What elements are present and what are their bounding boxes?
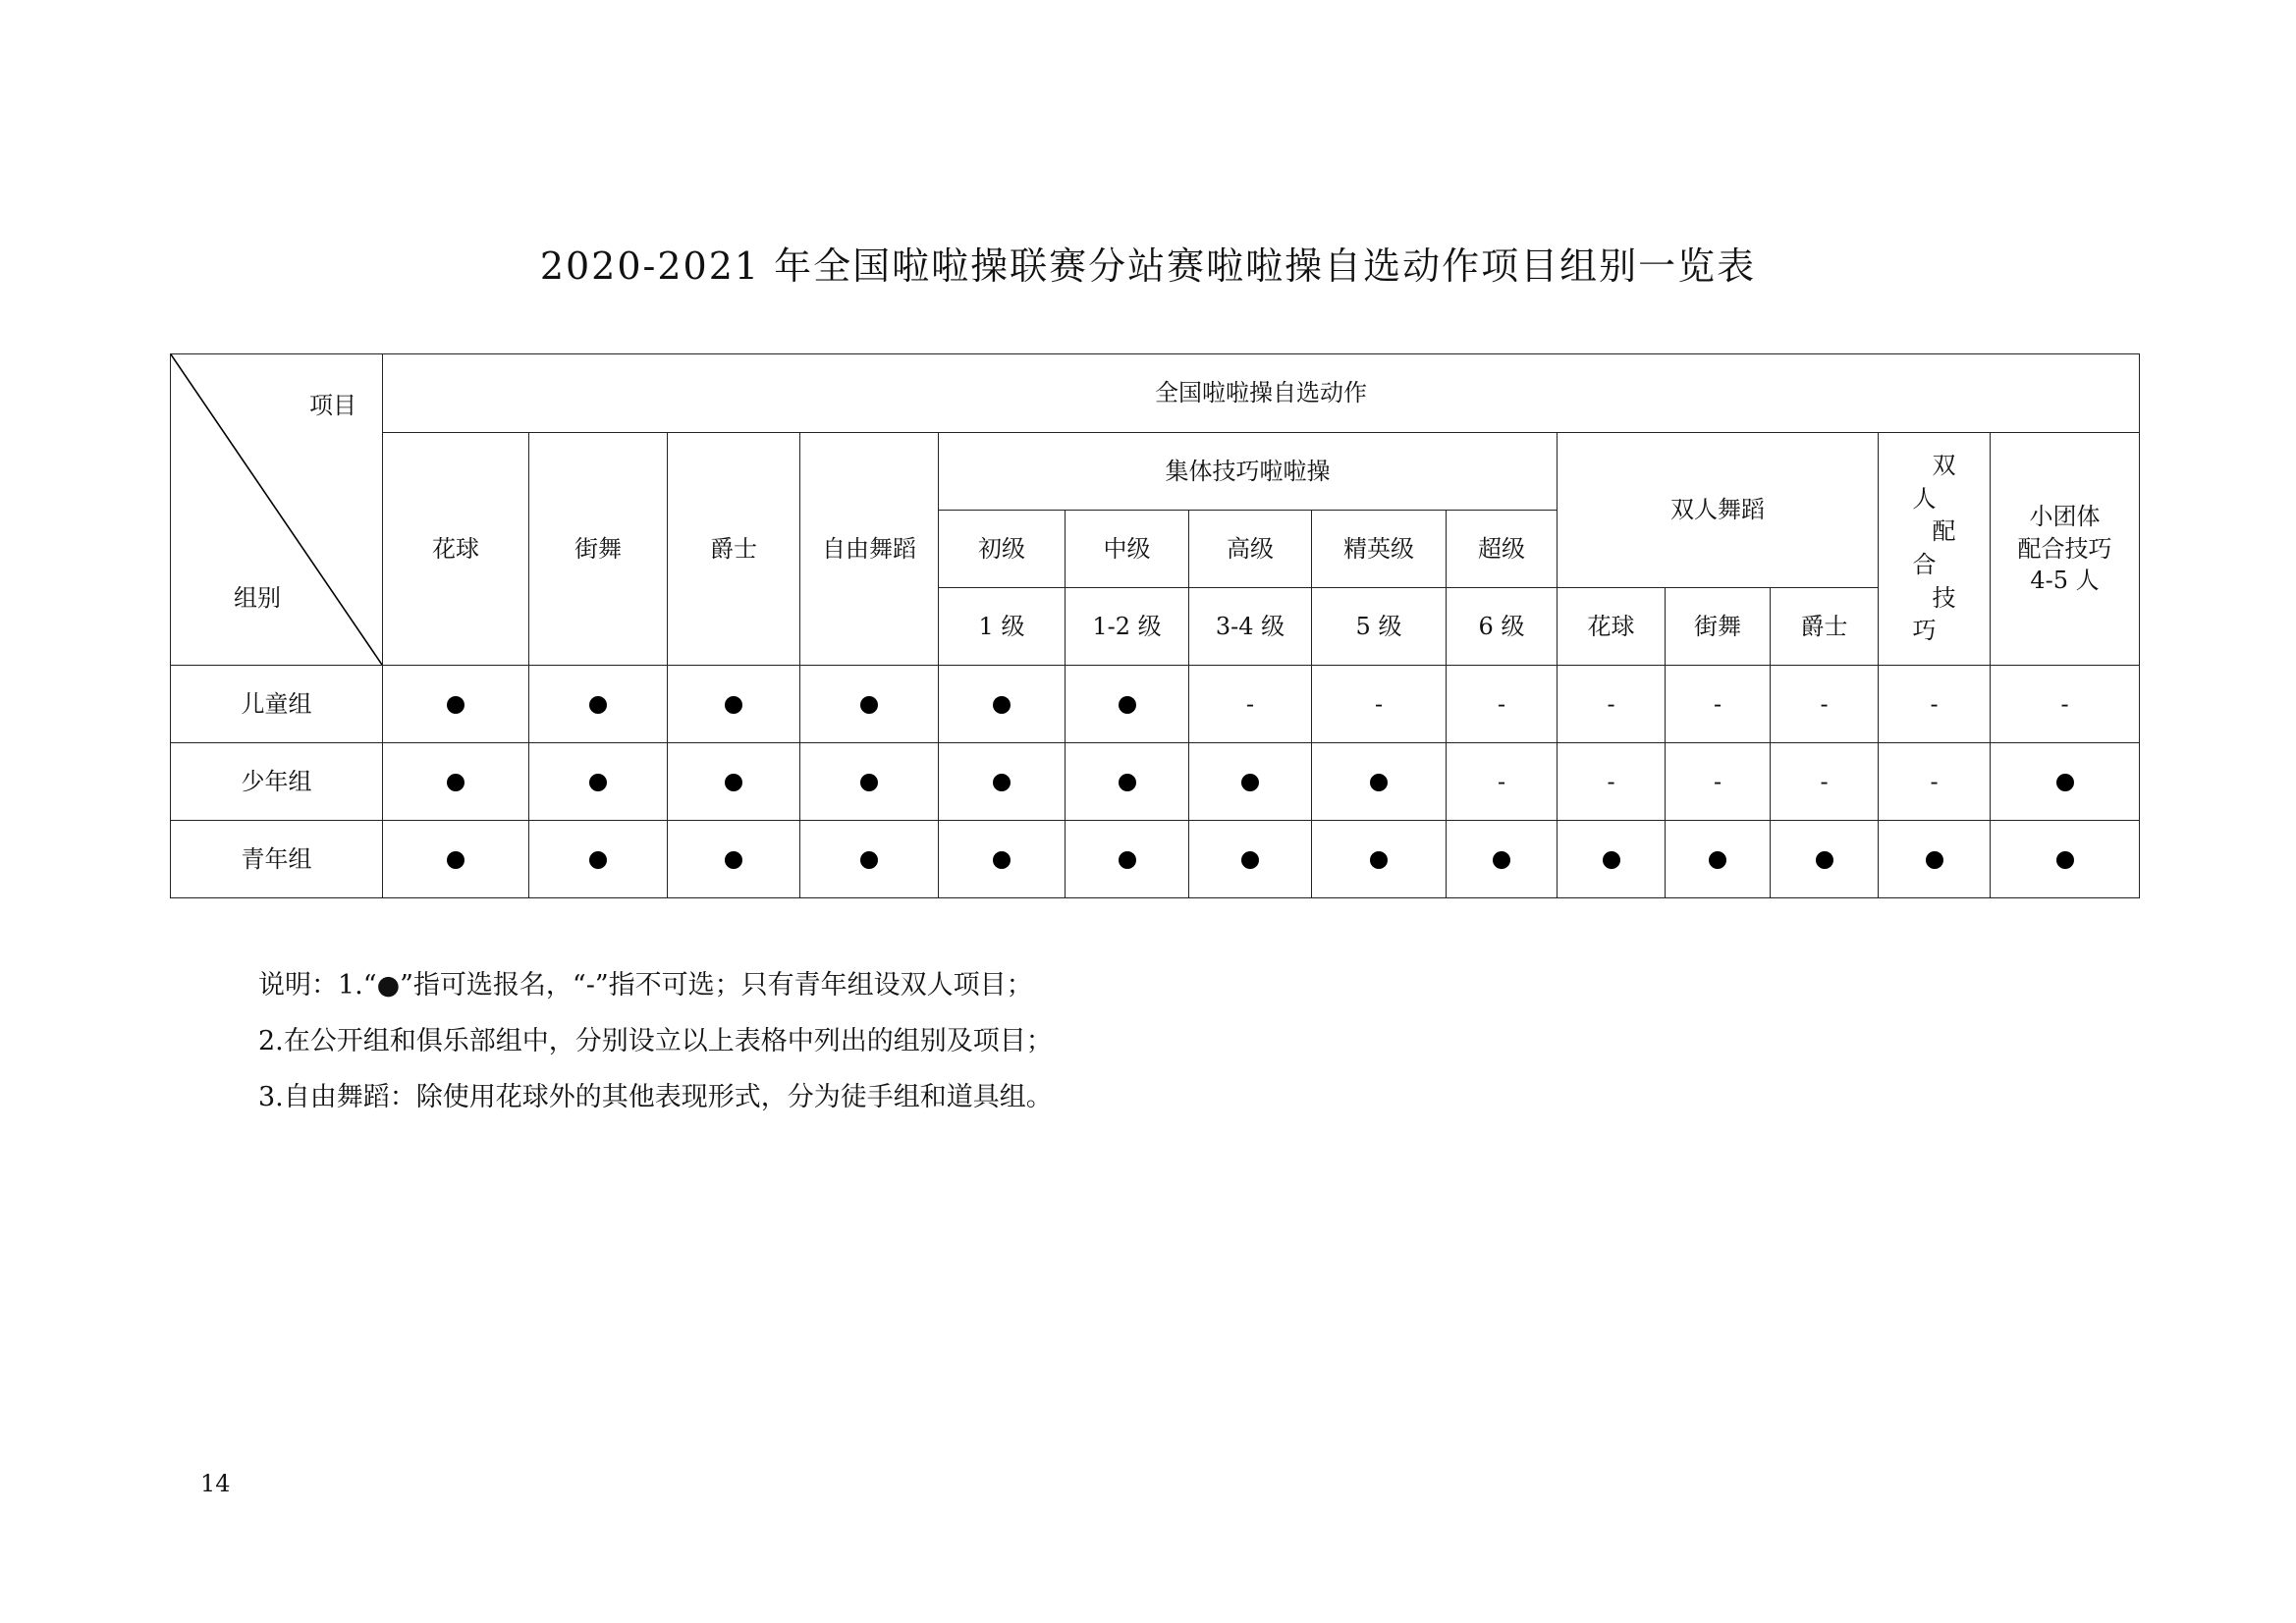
table-cell — [1447, 821, 1558, 898]
table-cell — [1991, 666, 2140, 743]
table-cell — [1666, 821, 1771, 898]
not-selectable-dash: - — [1607, 767, 1615, 795]
table-cell — [1312, 666, 1447, 743]
data-rows — [171, 666, 2140, 898]
selectable-dot-icon — [860, 851, 878, 869]
corner-header-cell — [171, 354, 383, 666]
selectable-dot-icon — [589, 851, 607, 869]
peihe-char: 技 — [1932, 583, 1956, 612]
row-group-label: 儿童组 — [171, 666, 383, 743]
level-gaoji: 高级 — [1189, 511, 1312, 588]
xiaotuanti-line: 4-5 人 — [2030, 567, 2100, 595]
xiaotuanti-line: 配合技巧 — [2017, 534, 2112, 563]
not-selectable-dash: - — [1374, 689, 1384, 718]
level-jingying: 精英级 — [1312, 511, 1447, 588]
not-selectable-dash: - — [1713, 689, 1722, 718]
peihe-char: 双 — [1932, 452, 1956, 480]
peihe-char: 合 — [1912, 551, 1937, 578]
table-cell — [939, 666, 1066, 743]
table-cell — [800, 821, 939, 898]
selectable-dot-icon — [860, 696, 878, 714]
table-cell — [1312, 743, 1447, 821]
table-cell — [383, 666, 529, 743]
col-jiti: 集体技巧啦啦操 — [939, 433, 1558, 511]
table-cell — [1558, 666, 1666, 743]
selectable-dot-icon — [1816, 851, 1833, 869]
not-selectable-dash: - — [1930, 689, 1939, 718]
table-cell — [668, 743, 800, 821]
col-shuangren: 双人舞蹈 — [1558, 433, 1879, 588]
table-cell — [1771, 821, 1879, 898]
table-row — [171, 821, 2140, 898]
selectable-dot-icon — [1119, 774, 1136, 791]
table-cell — [1879, 666, 1991, 743]
xiaotuanti-line: 小团体 — [2029, 503, 2101, 531]
table-cell — [1771, 666, 1879, 743]
note-line: 3.自由舞蹈：除使用花球外的其他表现形式，分为徒手组和道具组。 — [258, 1082, 1053, 1112]
table-cell — [383, 821, 529, 898]
level-chaoji: 超级 — [1447, 511, 1558, 588]
table-cell — [1666, 743, 1771, 821]
table-cell — [1991, 743, 2140, 821]
selectable-dot-icon — [725, 774, 742, 791]
selectable-dot-icon — [725, 696, 742, 714]
selectable-dot-icon — [993, 774, 1011, 791]
notes — [258, 957, 1053, 1125]
table-cell — [1879, 743, 1991, 821]
row-group-label: 青年组 — [171, 821, 383, 898]
not-selectable-dash: - — [1497, 689, 1506, 718]
not-selectable-dash: - — [1820, 689, 1829, 718]
grade-1: 1 级 — [939, 588, 1066, 666]
table-cell — [529, 743, 668, 821]
note-line: 说明：1.“●”指可选报名，“-”指不可选；只有青年组设双人项目； — [258, 970, 1033, 1001]
selectable-dot-icon — [1709, 851, 1726, 869]
grade-1-2: 1-2 级 — [1066, 588, 1189, 666]
page-number: 14 — [200, 1470, 231, 1497]
not-selectable-dash: - — [1607, 689, 1615, 718]
table-cell — [1066, 743, 1189, 821]
table-cell — [529, 821, 668, 898]
selectable-dot-icon — [993, 696, 1011, 714]
table-cell — [1189, 743, 1312, 821]
table-cell — [1312, 821, 1447, 898]
selectable-dot-icon — [589, 696, 607, 714]
table-cell — [1066, 666, 1189, 743]
corner-group-label: 组别 — [234, 583, 281, 612]
level-zhongji: 中级 — [1066, 511, 1189, 588]
event-table — [170, 353, 2140, 898]
selectable-dot-icon — [1603, 851, 1620, 869]
table-cell — [800, 666, 939, 743]
table-cell — [1666, 666, 1771, 743]
note-line: 2.在公开组和俱乐部组中，分别设立以上表格中列出的组别及项目； — [258, 1026, 1053, 1056]
pair-jueshi: 爵士 — [1771, 588, 1879, 666]
selectable-dot-icon — [1493, 851, 1510, 869]
table-cell — [1189, 821, 1312, 898]
selectable-dot-icon — [1119, 851, 1136, 869]
not-selectable-dash: - — [1245, 689, 1255, 718]
not-selectable-dash: - — [2060, 689, 2069, 718]
selectable-dot-icon — [1370, 774, 1388, 791]
table-cell — [939, 821, 1066, 898]
pair-huaqiu: 花球 — [1558, 588, 1666, 666]
selectable-dot-icon — [1926, 851, 1943, 869]
table-cell — [1558, 821, 1666, 898]
grade-5: 5 级 — [1312, 588, 1447, 666]
table-row — [171, 666, 2140, 743]
selectable-dot-icon — [2056, 774, 2074, 791]
not-selectable-dash: - — [1820, 767, 1829, 795]
selectable-dot-icon — [447, 851, 465, 869]
table-cell — [668, 666, 800, 743]
not-selectable-dash: - — [1930, 767, 1939, 795]
selectable-dot-icon — [447, 774, 465, 791]
peihe-char: 人 — [1912, 484, 1937, 513]
peihe-char: 配 — [1932, 517, 1956, 546]
table-cell — [1447, 743, 1558, 821]
table-cell — [939, 743, 1066, 821]
not-selectable-dash: - — [1497, 767, 1506, 795]
group-header: 全国啦啦操自选动作 — [383, 354, 2140, 433]
selectable-dot-icon — [589, 774, 607, 791]
level-chuji: 初级 — [939, 511, 1066, 588]
selectable-dot-icon — [1370, 851, 1388, 869]
table-cell — [383, 743, 529, 821]
not-selectable-dash: - — [1713, 767, 1722, 795]
table-cell — [800, 743, 939, 821]
grade-3-4: 3-4 级 — [1189, 588, 1312, 666]
selectable-dot-icon — [447, 696, 465, 714]
selectable-dot-icon — [725, 851, 742, 869]
table-cell — [1189, 666, 1312, 743]
selectable-dot-icon — [1241, 851, 1259, 869]
corner-project-label: 项目 — [309, 392, 356, 419]
selectable-dot-icon — [2056, 851, 2074, 869]
pair-jiewu: 街舞 — [1666, 588, 1771, 666]
col-jiewu: 街舞 — [529, 433, 668, 666]
table-cell — [1558, 743, 1666, 821]
selectable-dot-icon — [1241, 774, 1259, 791]
col-xiaotuanti — [1991, 433, 2140, 666]
col-ziyou: 自由舞蹈 — [800, 433, 939, 666]
table-cell — [668, 821, 800, 898]
selectable-dot-icon — [1119, 696, 1136, 714]
selectable-dot-icon — [993, 851, 1011, 869]
table-cell — [1991, 821, 2140, 898]
table-cell — [1771, 743, 1879, 821]
table-row — [171, 743, 2140, 821]
table-cell — [1066, 821, 1189, 898]
row-group-label: 少年组 — [171, 743, 383, 821]
col-peihe — [1879, 433, 1991, 666]
grade-6: 6 级 — [1447, 588, 1558, 666]
table-cell — [1879, 821, 1991, 898]
peihe-char: 巧 — [1912, 617, 1937, 645]
table-cell — [529, 666, 668, 743]
page-title: 2020-2021 年全国啦啦操联赛分站赛啦啦操自选动作项目组别一览表 — [539, 244, 1757, 288]
col-huaqiu: 花球 — [383, 433, 529, 666]
selectable-dot-icon — [860, 774, 878, 791]
col-jueshi: 爵士 — [668, 433, 800, 666]
table-cell — [1447, 666, 1558, 743]
